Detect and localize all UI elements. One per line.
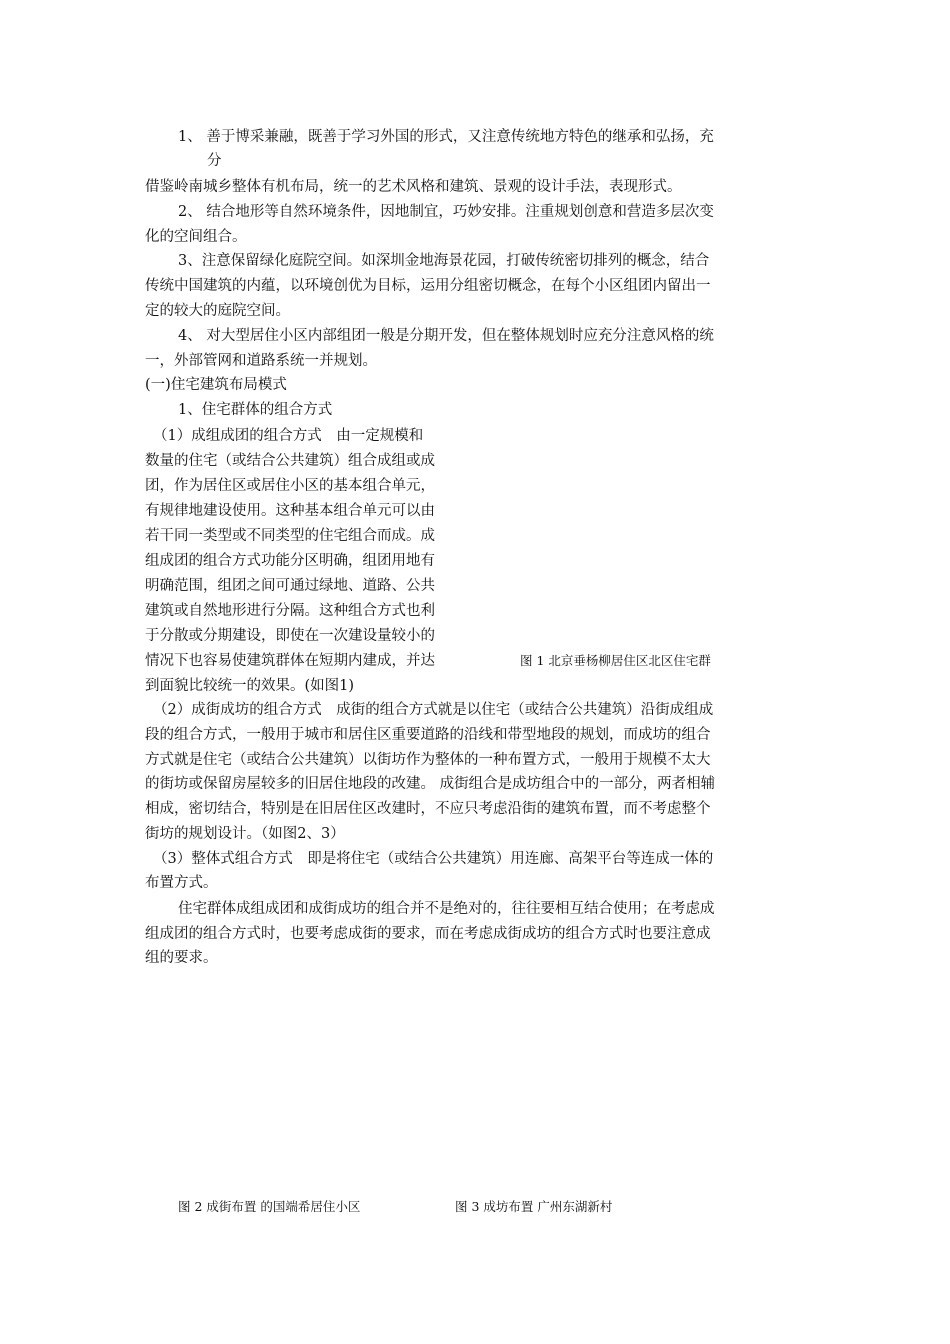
paragraph-line: （3）整体式组合方式 即是将住宅（或结合公共建筑）用连廊、高架平台等连成一体的 [153, 851, 714, 867]
figure-caption-3: 图 3 成坊布置 广州东湖新村 [455, 1199, 613, 1214]
paragraph-line: 段的组合方式，一般用于城市和居住区重要道路的沿线和带型地段的规划，而成坊的组合 [145, 727, 711, 743]
paragraph-line: 一，外部管网和道路系统一并规划。 [145, 353, 377, 369]
paragraph-line: 组成团的组合方式时，也要考虑成街的要求，而在考虑成街成坊的组合方式时也要注意成 [145, 926, 711, 942]
paragraph-line: 于分散或分期建设，即使在一次建设量较小的 [145, 628, 435, 644]
section-heading: (一)住宅建筑布局模式 [145, 377, 287, 393]
paragraph-line: 住宅群体成组成团和成街成坊的组合并不是绝对的，往往要相互结合使用；在考虑成 [178, 901, 715, 917]
figure-caption-1: 图 1 北京垂杨柳居住区北区住宅群 [520, 653, 711, 668]
paragraph-line: 建筑或自然地形进行分隔。这种组合方式也利 [145, 603, 435, 619]
paragraph-line: 组成团的组合方式功能分区明确，组团用地有 [145, 553, 435, 569]
paragraph-line: 有规律地建设使用。这种基本组合单元可以由 [145, 503, 435, 519]
paragraph-line: （2）成街成坊的组合方式 成街的组合方式就是以住宅（或结合公共建筑）沿街成组成 [153, 702, 714, 718]
subsection-heading: 1、住宅群体的组合方式 [178, 402, 333, 418]
paragraph-line: 定的较大的庭院空间。 [145, 303, 290, 319]
paragraph-line: 4、 对大型居住小区内部组团一般是分期开发，但在整体规划时应充分注意风格的统 [178, 328, 714, 344]
paragraph-line: 3、注意保留绿化庭院空间。如深圳金地海景花园，打破传统密切排列的概念，结合 [178, 253, 710, 269]
paragraph-line: 相成，密切结合，特别是在旧居住区改建时，不应只考虑沿街的建筑布置，而不考虑整个 [145, 801, 711, 817]
paragraph-line: 布置方式。 [145, 875, 218, 891]
paragraph-line: 到面貌比较统一的效果。(如图1) [145, 678, 355, 694]
paragraph-line: 情况下也容易使建筑群体在短期内建成，并达 [145, 653, 435, 669]
figure-caption-2: 图 2 成街布置 的国端希居住小区 [178, 1199, 361, 1214]
paragraph-line: 组的要求。 [145, 950, 218, 966]
paragraph-line: （1）成组成团的组合方式 由一定规模和 [153, 428, 424, 444]
paragraph-line: 若干同一类型或不同类型的住宅组合而成。成 [145, 528, 435, 544]
paragraph-line: 明确范围，组团之间可通过绿地、道路、公共 [145, 578, 435, 594]
paragraph-line: 街坊的规划设计。（如图2、3） [145, 826, 345, 842]
paragraph-line: 方式就是住宅（或结合公共建筑）以街坊作为整体的一种布置方式，一般用于规模不太大 [145, 752, 711, 768]
paragraph-line: 1、 善于博采兼融，既善于学习外国的形式，又注意传统地方特色的继承和弘扬，充 [178, 129, 714, 145]
paragraph-line: 借鉴岭南城乡整体有机布局，统一的艺术风格和建筑、景观的设计手法，表现形式。 [145, 179, 682, 195]
paragraph-line: 数量的住宅（或结合公共建筑）组合成组或成 [145, 453, 435, 469]
paragraph-line: 分 [207, 153, 222, 169]
paragraph-line: 化的空间组合。 [145, 229, 247, 245]
paragraph-line: 2、 结合地形等自然环境条件，因地制宜，巧妙安排。注重规划创意和营造多层次变 [178, 204, 714, 220]
paragraph-line: 传统中国建筑的内蕴，以环境创优为目标，运用分组密切概念，在每个小区组团内留出一 [145, 278, 711, 294]
paragraph-line: 团，作为居住区或居住小区的基本组合单元， [145, 478, 435, 494]
paragraph-line: 的街坊或保留房屋较多的旧居住地段的改建。 成街组合是成坊组合中的一部分，两者相辅 [145, 776, 716, 792]
